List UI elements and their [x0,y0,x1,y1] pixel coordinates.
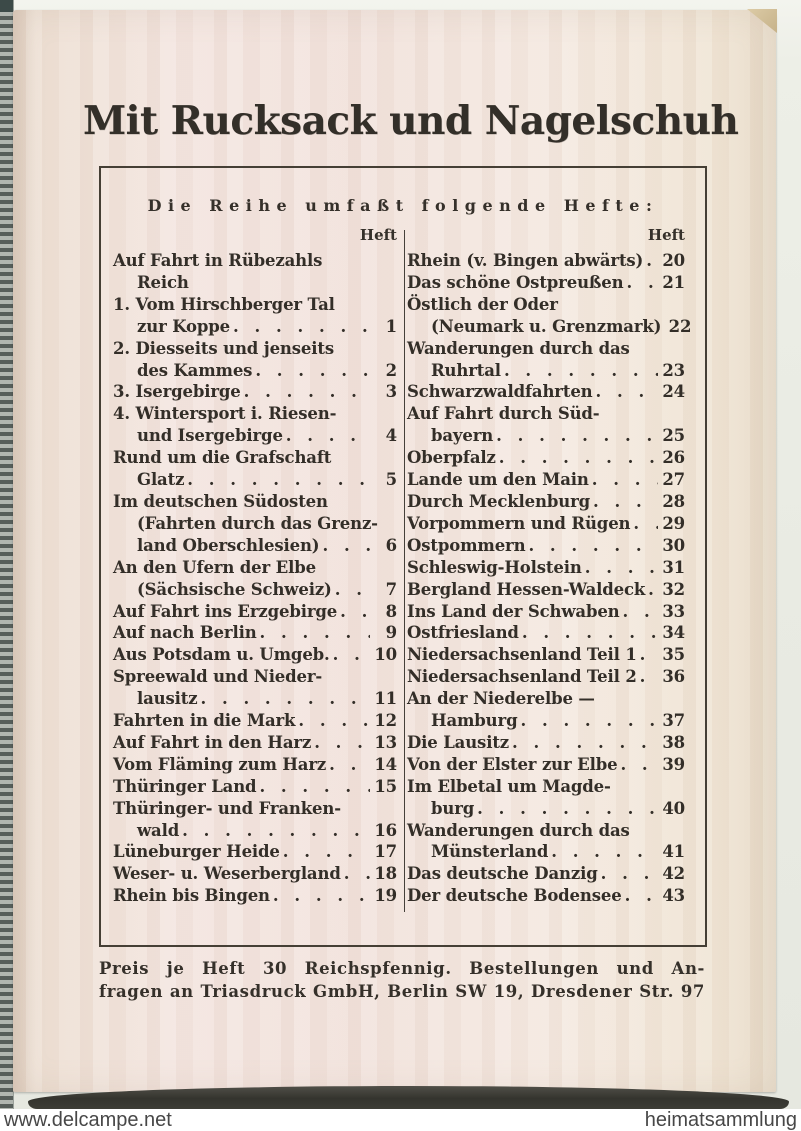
heft-number: 26 [662,448,685,468]
watermark-strip [0,1109,801,1131]
heft-title-line: Münsterland [431,842,549,862]
dot-leader [528,535,658,557]
heft-entry [113,776,397,798]
heft-number: 16 [374,820,397,840]
heft-title-line: Thüringer Land [113,776,257,796]
heft-entry [407,338,685,382]
heft-title-line: Wanderungen durch das [407,820,630,840]
heft-number: 11 [374,689,397,709]
heft-title-line: Niedersachsenland Teil 2 [407,667,637,687]
heft-title-line: bayern [431,426,494,446]
heft-entry [407,294,692,338]
heft-title-line: Ins Land der Schwaben [407,601,620,621]
dot-leader [648,579,658,601]
heft-title-line: Rhein (v. Bingen abwärts) [407,251,644,270]
series-heading: Die Reihe umfaßt folgende Hefte: [147,196,659,215]
heft-number: 14 [374,754,397,774]
heft-entry [407,820,685,864]
dot-leader [344,863,370,885]
heft-entry [407,403,685,447]
heft-entry [113,798,397,842]
heft-entry [407,885,685,907]
heft-number: 39 [662,754,685,774]
heft-number: 17 [374,842,397,862]
heft-title-line: Weser- u. Weserbergland [113,864,341,884]
heft-number: 19 [374,886,397,906]
dot-leader [592,469,658,491]
dot-leader [504,360,658,382]
heft-number: 37 [662,711,685,731]
dot-leader [333,644,370,666]
heft-number: 6 [385,535,397,555]
dot-leader [182,820,370,842]
heft-entry [407,469,685,491]
heft-number: 23 [662,360,685,380]
heft-title-line: An den Ufern der Elbe [113,557,316,577]
heft-entry [113,863,397,885]
heft-number: 36 [662,667,685,687]
heft-title-line: Im Elbetal um Magde- [407,776,611,796]
measurement-ruler-cap [0,0,13,12]
heft-title-line: Spreewald und Nieder- [113,667,323,687]
dot-leader [329,754,370,776]
heft-title-line: Hamburg [431,711,518,731]
heft-entry [113,294,397,338]
heft-title-line: zur Koppe [137,316,231,336]
measurement-ruler [0,0,14,1112]
heft-title-line: lausitz [137,689,198,709]
dot-leader [520,710,658,732]
heft-title-line: Durch Mecklenburg [407,491,591,511]
dot-leader [200,688,370,710]
corner-damage [747,9,777,33]
dot-leader [646,250,658,272]
heft-title-line: Ostfriesland [407,623,519,643]
heft-title-line: Aus Potsdam u. Umgeb. [113,645,330,665]
dot-leader [627,272,659,294]
heft-number: 4 [385,426,397,446]
dot-leader [322,535,370,557]
dot-leader [625,885,658,907]
heft-title-line: des Kammes [137,360,253,380]
heft-number: 15 [374,776,397,796]
heft-title-line: Die Lausitz [407,732,510,752]
dot-leader [298,710,370,732]
heft-title-line: Schleswig-Holstein [407,557,582,577]
heft-entry [407,754,685,776]
heft-entry [113,403,397,447]
heft-title-line: Das deutsche Danzig [407,864,598,884]
heft-title-line: Das schöne Ostpreußen [407,272,624,292]
price-imprint [99,958,705,1003]
heft-entry [113,557,397,601]
heft-number: 20 [662,251,685,270]
dot-leader [640,644,658,666]
heft-entry [113,250,397,294]
dot-leader [283,841,370,863]
dot-leader [585,557,658,579]
heft-entry [113,885,397,907]
heft-title-line: und Isergebirge [137,426,283,446]
dot-leader [633,513,658,535]
heft-title-line: Wanderungen durch das [407,338,630,358]
heft-number: 1 [385,316,397,336]
heft-entry [113,381,397,403]
heft-title-line: Von der Elster zur Elbe [407,754,618,774]
heft-entry [407,666,685,688]
heft-entry [113,622,397,644]
heft-number: 34 [662,623,685,643]
heft-title-line: Auf nach Berlin [113,623,257,643]
hefte-column-left [113,250,397,907]
heft-title-line: Vom Fläming zum Harz [113,754,327,774]
dot-leader [596,381,658,403]
heft-number: 28 [662,491,685,511]
dot-leader [623,601,658,623]
heft-number: 12 [374,711,397,731]
dot-leader [335,579,370,601]
heft-title-line: (Neumark u. Grenzmark) [431,316,662,336]
heft-entry [407,272,685,294]
imprint-line-1: Preis je Heft 30 Reichspfennig. Bestellungen und An- [99,959,705,978]
heft-entry [113,754,397,776]
heft-title-line: Reich [137,272,189,292]
heft-entry [407,776,685,820]
heft-entry [113,491,397,557]
heft-title-line: wald [137,820,180,840]
dot-leader [340,601,370,623]
dot-leader [286,425,370,447]
heft-number: 41 [662,842,685,862]
dot-leader [187,469,370,491]
heft-title-line: Niedersachsenland Teil 1 [407,645,637,665]
dot-leader [620,754,658,776]
watermark-delcampe: www.delcampe.net [4,1108,172,1131]
heft-entry [113,601,397,623]
heft-title-line: Östlich der Oder [407,294,558,314]
heft-title-line: Der deutsche Bodensee [407,886,622,906]
heft-title-line: Auf Fahrt ins Erzgebirge [113,601,338,621]
dot-leader [244,381,370,403]
heft-number: 43 [662,886,685,906]
heft-entry [407,535,685,557]
dot-leader [496,425,658,447]
dot-leader [593,491,658,513]
heft-number: 21 [662,272,685,292]
heft-title-line: Rund um die Grafschaft [113,448,332,468]
dot-leader [273,885,370,907]
heft-number: 38 [662,732,685,752]
dot-leader [233,316,370,338]
heft-entry [407,644,685,666]
heft-number: 25 [662,426,685,446]
heft-number: 10 [374,645,397,665]
dot-leader [260,622,370,644]
hefte-column-right [407,250,692,907]
heft-title-line: 2. Diesseits und jenseits [113,338,334,358]
dot-leader [640,666,658,688]
heft-number: 35 [662,645,685,665]
heft-title-line: Im deutschen Südosten [113,491,328,511]
heft-title-line: Auf Fahrt in Rübezahls [113,251,323,270]
heft-title-line: Ostpommern [407,535,526,555]
heft-title-line: Bergland Hessen-Waldeck [407,579,646,599]
dot-leader [499,447,658,469]
heft-entry [407,579,685,601]
heft-entry [113,644,397,666]
heft-title-line: Ruhrtal [431,360,501,380]
heft-number: 2 [385,360,397,380]
heft-title-line: Auf Fahrt durch Süd- [407,404,600,424]
heft-entry [113,666,397,710]
heft-title-line: burg [431,798,475,818]
heft-title-line: Rhein bis Bingen [113,886,270,906]
heft-entry [407,557,685,579]
heft-number: 7 [385,579,397,599]
column-divider [404,230,405,912]
book-title: Mit Rucksack und Nagelschuh [83,98,739,144]
dot-leader [512,732,658,754]
heft-number: 40 [662,798,685,818]
heft-number: 29 [662,513,685,533]
book-back-cover [13,10,776,1092]
heft-entry [407,622,685,644]
heft-title-line: Vorpommern und Rügen [407,513,631,533]
heft-title-line: 1. Vom Hirschberger Tal [113,294,335,314]
heft-number: 18 [374,864,397,884]
heft-entry [113,732,397,754]
watermark-heimatsammlung: heimatsammlung [644,1108,797,1131]
heft-title-line: Schwarzwaldfahrten [407,382,593,402]
heft-number: 8 [385,601,397,621]
heft-title-line: Oberpfalz [407,448,496,468]
heft-title-line: Thüringer- und Franken- [113,798,341,818]
heft-title-line: 4. Wintersport i. Riesen- [113,404,337,424]
heft-entry [407,250,685,272]
heft-number: 5 [385,470,397,490]
heft-entry [113,447,397,491]
heft-entry [113,710,397,732]
dot-leader [477,798,658,820]
heft-number: 24 [662,382,685,402]
dot-leader [259,776,370,798]
dot-leader [601,863,658,885]
heft-entry [407,863,685,885]
heft-entry [113,338,397,382]
heft-number: 31 [662,557,685,577]
heft-number: 27 [662,470,685,490]
heft-title-line: Lüneburger Heide [113,842,280,862]
heft-title-line: Glatz [137,470,185,490]
heft-entry [407,491,685,513]
dot-leader [551,841,658,863]
heft-number: 42 [662,864,685,884]
imprint-line-2: fragen an Triasdruck GmbH, Berlin SW 19, Dresdener Str. 97 [99,981,705,1001]
heft-entry [407,601,685,623]
heft-title-line: (Fahrten durch das Grenz- [137,513,378,533]
heft-number: 30 [662,535,685,555]
heft-entry [113,841,397,863]
heft-number: 3 [385,382,397,402]
heft-number: 9 [385,623,397,643]
heft-title-line: Auf Fahrt in den Harz [113,732,312,752]
column-header-heft-right: Heft [647,226,685,244]
hefte-list-box [99,166,707,947]
dot-leader [522,622,658,644]
heft-entry [407,513,685,535]
heft-entry [407,688,685,732]
heft-number: 33 [662,601,685,621]
heft-title-line: Lande um den Main [407,470,589,490]
dot-leader [255,360,370,382]
heft-title-line: land Oberschlesien) [137,535,320,555]
heft-number: 13 [374,732,397,752]
heft-entry [407,447,685,469]
heft-title-line: 3. Isergebirge [113,382,241,402]
dot-leader [314,732,370,754]
heft-number: 22 [668,316,692,336]
column-header-heft-left: Heft [359,226,397,244]
heft-title-line: An der Niederelbe — [407,689,595,709]
heft-title-line: Fahrten in die Mark [113,711,296,731]
heft-entry [407,732,685,754]
heft-title-line: (Sächsische Schweiz) [137,579,332,599]
heft-entry [407,381,685,403]
heft-number: 32 [662,579,685,599]
